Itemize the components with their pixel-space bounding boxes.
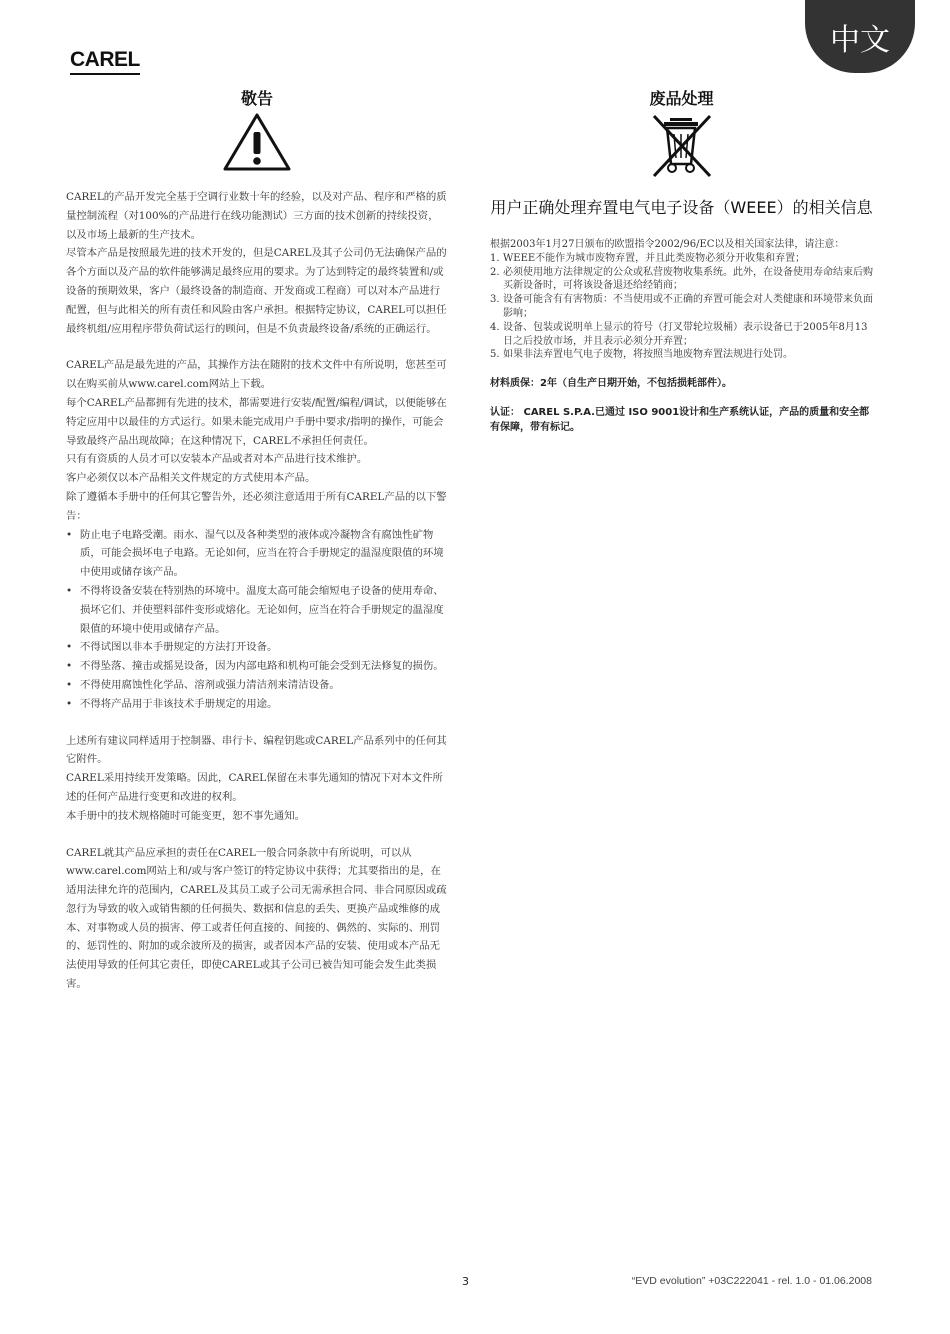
paragraph: 本手册中的技术规格随时可能变更，恕不事先通知。 — [66, 809, 305, 822]
warnings-title: 敬告 — [240, 89, 273, 108]
item-number: 2. — [490, 266, 500, 278]
paragraph: CAREL产品是最先进的产品，其操作方法在随附的技术文件中有所说明，您甚至可以在购买前从www.carel.com网站上下载。 — [66, 359, 447, 391]
paragraph: 尽管本产品是按照最先进的技术开发的，但是CAREL及其子公司仍无法确保产品的各个方面以及产品的软件能够满足最终应用的要求。为了达到特定的最终装置和/或设备的预期效果，客户（最终设备的制造商、开发商或工程商）可以对本产品进行配置，但与此相关的所有责任和风险由客户承担。根据特定协议，CAREL可以担任最终机组/应用程序带负荷试运行的顾问，但是不负责最终设备/系统的正确运行。 — [66, 247, 447, 335]
item-text: 设备可能含有有害物质：不当使用或不正确的弃置可能会对人类健康和环境带来负面影响； — [503, 294, 873, 319]
crossed-out-wheelie-bin-icon — [650, 112, 714, 180]
paragraph: 每个CAREL产品都拥有先进的技术，都需要进行安装/配置/编程/调试，以便能够在特定应用中以最佳的方式运行。如果未能完成用户手册中要求/指明的操作，可能会导致最终产品出现故障；在这种情况下，CAREL不承担任何责任。 — [66, 396, 447, 447]
list-item — [490, 252, 873, 266]
list-item: • 不得试图以非本手册规定的方法打开设备。 — [66, 638, 448, 657]
list-item — [490, 266, 873, 294]
list-item: • 不得将产品用于非该技术手册规定的用途。 — [66, 695, 448, 714]
language-tab: 中文 — [805, 0, 915, 73]
paragraph: CAREL的产品开发完全基于空调行业数十年的经验，以及对产品、程序和严格的质量控制流程（对100%的产品进行在线功能测试）三方面的技术创新的持续投资，以及市场上最新的生产技术。 — [66, 191, 447, 241]
list-item: • 不得使用腐蚀性化学品、溶剂或强力清洁剂来清洁设备。 — [66, 676, 448, 695]
warranty-text: 材料质保：2年（自生产日期开始，不包括损耗部件）。 — [490, 378, 732, 390]
item-text: 设备、包装或说明单上显示的符号（打叉带轮垃圾桶）表示设备已于2005年8月13日之后投放市场，并且表示必须分开弃置； — [503, 321, 868, 347]
item-text: 如果非法弃置电气电子废物，将按照当地废物弃置法规进行处罚。 — [503, 349, 793, 361]
warning-triangle-icon — [222, 112, 292, 172]
list-item: • 不得坠落、撞击或摇晃设备，因为内部电路和机构可能会受到无法修复的损伤。 — [66, 657, 448, 676]
list-item — [490, 348, 873, 362]
paragraph: CAREL就其产品应承担的责任在CAREL一般合同条款中有所说明，可以从www.carel.com网站上和/或与客户签订的特定协议中获得；尤其要指出的是，在适用法律允许的范围内，CAREL及其员工或子公司无需承担合同、非合同原因或疏忽行为导致的收入或销售额的任何损失、数据和信息的丢失、更换产品或维修的成本、对事物或人员的损害、停工或者任何直接的、间接的、偶然的、实际的、刑罚的、惩罚性的、附加的或余波所及的损害，或者因本产品的安装、使用或本产品无法使用导致的任何其它责任，即使CAREL或其子公司已被告知可能会发生此类损害。 — [66, 846, 447, 991]
item-text: 必须使用地方法律规定的公众或私营废物收集系统。此外，在设备使用寿命结束后购买新设备时，可将该设备退还给经销商； — [503, 266, 873, 292]
disposal-column — [490, 88, 873, 435]
paragraph: 只有有资质的人员才可以安装本产品或者对本产品进行技术维护。 — [66, 453, 368, 466]
list-item — [490, 321, 873, 349]
item-number: 4. — [490, 321, 500, 333]
certification-text: 认证： CAREL S.P.A.已通过 ISO 9001设计和生产系统认证，产品的质量和安全都有保障，带有标记。 — [490, 407, 870, 434]
document-reference: “EVD evolution” +03C222041 - rel. 1.0 - 01.06.2008 — [631, 1275, 872, 1287]
paragraph: CAREL采用持续开发策略。因此，CAREL保留在未事先通知的情况下对本文件所述的任何产品进行变更和改进的权利。 — [66, 772, 443, 803]
disposal-body — [490, 238, 873, 362]
item-number: 5. — [490, 349, 500, 361]
item-text: WEEE不能作为城市废物弃置，并且此类废物必须分开收集和弃置； — [503, 252, 806, 264]
weee-heading: 用户正确处理弃置电气电子设备（WEEE）的相关信息 — [490, 198, 873, 217]
paragraph: 除了遵循本手册中的任何其它警告外，还必须注意适用于所有CAREL产品的以下警告： — [66, 490, 447, 522]
disposal-list — [490, 252, 873, 362]
carel-logo: CAREL — [70, 48, 140, 75]
disposal-intro: 根据2003年1月27日颁布的欧盟指令2002/96/EC以及相关国家法律，请注意： — [490, 239, 845, 250]
paragraph: 客户必须仅以本产品相关文件规定的方式使用本产品。 — [66, 472, 316, 485]
item-number: 1. — [490, 252, 500, 264]
warnings-column — [66, 88, 448, 994]
list-item — [490, 293, 873, 321]
item-number: 3. — [490, 294, 500, 306]
list-item: • 不得将设备安装在特别热的环境中。温度太高可能会缩短电子设备的使用寿命、损坏它们、并使塑料部件变形或熔化。无论如何，应当在符合手册规定的温湿度限值的环境中使用或储存产品。 — [66, 582, 448, 638]
paragraph: 上述所有建议同样适用于控制器、串行卡、编程钥匙或CAREL产品系列中的任何其它附件。 — [66, 734, 447, 766]
warnings-body — [66, 188, 448, 994]
list-item: • 防止电子电路受潮。雨水、湿气以及各种类型的液体或冷凝物含有腐蚀性矿物质，可能会损坏电子电路。无论如何，应当在符合手册规定的温湿度限值的环境中使用或储存该产品。 — [66, 526, 448, 582]
warning-list — [66, 526, 448, 714]
disposal-title: 废品处理 — [649, 89, 714, 108]
page-number: 3 — [462, 1275, 469, 1288]
